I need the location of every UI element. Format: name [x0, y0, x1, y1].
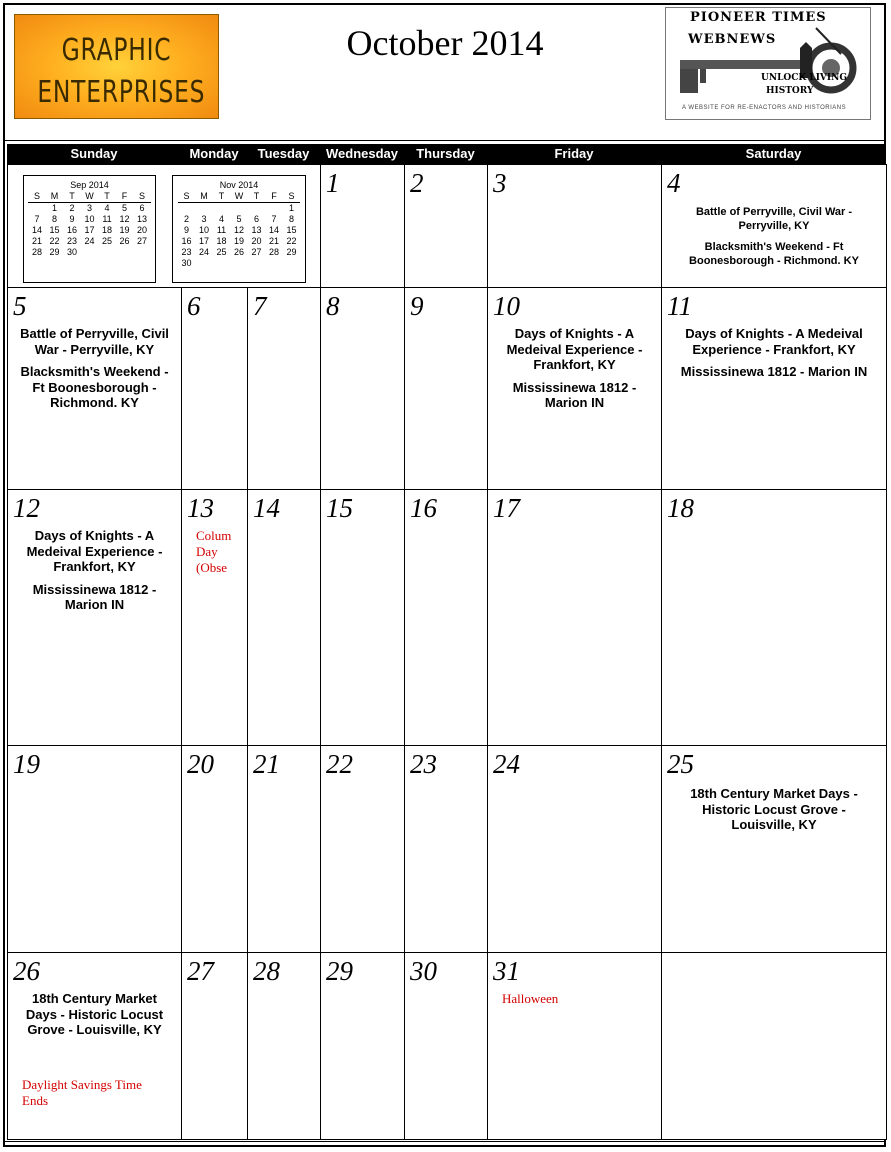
mini-calendar-date [98, 247, 116, 258]
event-list [672, 786, 876, 833]
day-cell-1[interactable] [320, 164, 405, 288]
mini-calendar-date: 3 [86, 203, 92, 213]
event-list [672, 205, 876, 268]
date-number: 1 [326, 168, 340, 198]
date-number: 7 [253, 291, 267, 321]
mini-calendar-date: 22 [49, 236, 60, 246]
mini-calendar-date: 24 [198, 247, 209, 257]
mini-calendar-date: 9 [183, 225, 189, 235]
day-cell-9[interactable] [404, 287, 488, 490]
weekday-header-bar [7, 144, 886, 164]
mini-calendar-date: 11 [102, 214, 112, 224]
day-cell-22[interactable] [320, 745, 405, 953]
holiday-label: Colum Day (Obse [196, 528, 232, 575]
day-cell-18[interactable] [661, 489, 887, 746]
mini-calendar-weekday: T [63, 191, 81, 203]
mini-calendar-date: 29 [286, 247, 297, 257]
mini-calendar-date: 6 [139, 203, 145, 213]
mini-calendar-weekday: F [265, 191, 283, 203]
logo-left-line2: ENTERPRISES [37, 75, 206, 110]
mini-calendar-date [195, 258, 213, 269]
mini-calendar-date: 22 [286, 236, 297, 246]
mini-calendar-weekday: S [28, 191, 46, 203]
mini-calendar-date: 15 [49, 225, 60, 235]
day-cell-14[interactable] [247, 489, 321, 746]
mini-calendar-date: 19 [233, 236, 244, 246]
date-number: 9 [410, 291, 424, 321]
mini-calendar-weekday: W [230, 191, 248, 203]
day-cell-6[interactable] [181, 287, 248, 490]
mini-calendar-weekday: M [46, 191, 64, 203]
mini-calendar-date: 16 [181, 236, 192, 246]
date-number: 16 [410, 493, 437, 523]
holiday-label: Halloween [502, 991, 559, 1006]
mini-calendar-date: 23 [181, 247, 192, 257]
mini-calendar-date: 17 [84, 225, 95, 235]
day-cell-7[interactable] [247, 287, 321, 490]
date-number: 28 [253, 956, 280, 986]
event-item[interactable]: Days of Knights - A Medeival Experience - Frankfort, KY [685, 326, 863, 357]
date-number: 6 [187, 291, 201, 321]
day-cell-10[interactable] [487, 287, 662, 490]
mini-calendar-weekday: T [213, 191, 231, 203]
logo-right-line3: UNLOCK LIVING [761, 73, 848, 83]
event-item[interactable]: Days of Knights - A Medeival Experience - Frankfort, KY [26, 528, 163, 574]
mini-calendar-date: 5 [236, 214, 242, 224]
date-number: 21 [253, 749, 280, 779]
mini-calendar-date: 26 [119, 236, 130, 246]
day-cell-26[interactable] [7, 952, 182, 1140]
weekday-sunday: Sunday [70, 146, 118, 161]
mini-calendar-weekday: T [248, 191, 266, 203]
mini-calendar-date [265, 258, 283, 269]
day-cell-3[interactable] [487, 164, 662, 288]
mini-calendar-date: 4 [218, 214, 224, 224]
mini-calendar-date: 14 [268, 225, 279, 235]
mini-calendar-nov-2014 [172, 175, 306, 283]
weekday-saturday: Saturday [745, 146, 802, 161]
day-cell-19[interactable] [7, 745, 182, 953]
day-cell-29[interactable] [320, 952, 405, 1140]
mini-calendar-date: 20 [251, 236, 262, 246]
mini-calendar-date: 7 [271, 214, 277, 224]
mini-calendar-date: 18 [101, 225, 112, 235]
mini-calendar-date: 1 [51, 203, 57, 213]
mini-calendar-date: 15 [286, 225, 297, 235]
mini-calendar-date [283, 258, 301, 269]
weekday-wednesday: Wednesday [325, 146, 398, 161]
date-number: 27 [187, 956, 214, 986]
weekday-friday: Friday [554, 146, 594, 161]
mini-calendar-date [116, 247, 134, 258]
date-number: 20 [187, 749, 214, 779]
mini-calendar-date: 23 [66, 236, 77, 246]
mini-calendar-date [213, 203, 231, 215]
mini-calendar-date: 7 [34, 214, 40, 224]
event-item[interactable]: 18th Century Market Days - Historic Locust Grove - Louisville, KY [690, 786, 858, 832]
mini-calendar-date: 11 [216, 225, 227, 235]
day-cell-2[interactable] [404, 164, 488, 288]
mini-calendar-area [7, 164, 321, 288]
event-list [18, 326, 171, 411]
event-item[interactable]: Days of Knights - A Medeival Experience - Frankfort, KY [506, 326, 643, 372]
date-number: 22 [326, 749, 353, 779]
event-item[interactable]: Blacksmith's Weekend - Ft Boonesborough - Richmond. KY [20, 364, 169, 410]
weekday-thursday: Thursday [416, 146, 475, 161]
event-list [18, 528, 171, 613]
mini-calendar-weekday: S [178, 191, 196, 203]
day-cell-15[interactable] [320, 489, 405, 746]
mini-calendar-weekday: S [133, 191, 151, 203]
mini-calendar-date: 6 [253, 214, 259, 224]
day-cell-25[interactable] [661, 745, 887, 953]
mini-calendar-date: 18 [216, 236, 227, 246]
date-number: 4 [667, 168, 681, 198]
mini-calendar-date [133, 247, 151, 258]
mini-calendar-weekday: S [283, 191, 301, 203]
date-number: 19 [13, 749, 40, 779]
mini-calendar-date: 28 [268, 247, 279, 257]
date-number: 14 [253, 493, 280, 523]
mini-calendar-date [248, 258, 266, 269]
event-item[interactable]: Mississinewa 1812 - Marion IN [680, 364, 868, 379]
mini-calendar-date [195, 203, 213, 215]
date-number: 13 [187, 493, 214, 523]
day-cell-11[interactable] [661, 287, 887, 490]
mini-calendar-date: 26 [233, 247, 244, 257]
date-number: 25 [667, 749, 694, 779]
day-cell-13[interactable] [181, 489, 248, 746]
date-number: 3 [493, 168, 507, 198]
mini-calendar-date: 12 [233, 225, 244, 235]
mini-calendar-date: 13 [136, 214, 147, 224]
mini-calendar-date: 2 [69, 203, 75, 213]
mini-calendar-date [248, 203, 266, 215]
event-item[interactable]: Battle of Perryville, Civil War - Perryville, KY [695, 206, 853, 232]
logo-left-line1: GRAPHIC [61, 33, 172, 68]
mini-calendar-date: 27 [136, 236, 147, 246]
mini-calendar-sep-2014 [23, 175, 156, 283]
mini-calendar-date: 21 [31, 236, 42, 246]
mini-calendar-date: 30 [66, 247, 77, 257]
mini-calendar-date: 28 [31, 247, 42, 257]
date-number: 29 [326, 956, 353, 986]
mini-calendar-date: 25 [216, 247, 227, 257]
event-list [672, 326, 876, 380]
mini-calendar-date [213, 258, 231, 269]
mini-calendar-date: 30 [181, 258, 192, 268]
date-number: 11 [667, 291, 692, 321]
mini-calendar-date: 14 [31, 225, 42, 235]
mini-calendar-date: 24 [84, 236, 95, 246]
date-number: 10 [493, 291, 520, 321]
mini-calendar-date: 25 [101, 236, 112, 246]
day-cell-24[interactable] [487, 745, 662, 953]
mini-calendar-date [28, 203, 46, 215]
date-number: 31 [493, 956, 520, 986]
mini-calendar-date [230, 258, 248, 269]
mini-calendar-date [178, 203, 196, 215]
empty-cell [661, 952, 887, 1140]
mini-calendar-date: 16 [66, 225, 77, 235]
day-cell-23[interactable] [404, 745, 488, 953]
mini-calendar-date: 19 [119, 225, 130, 235]
weekday-tuesday: Tuesday [257, 146, 310, 161]
mini-calendar-title: Nov 2014 [219, 180, 259, 190]
day-cell-16[interactable] [404, 489, 488, 746]
day-cell-5[interactable] [7, 287, 182, 490]
logo-right-line2: WEBNEWS [688, 32, 777, 47]
event-item[interactable]: Mississinewa 1812 - Marion IN [512, 379, 637, 410]
mini-calendar-date: 17 [198, 236, 209, 246]
mini-calendar-date: 4 [104, 203, 110, 213]
day-cell-20[interactable] [181, 745, 248, 953]
logo-right-line4: HISTORY [766, 86, 814, 96]
day-cell-30[interactable] [404, 952, 488, 1140]
mini-calendar-date: 10 [84, 214, 95, 224]
mini-calendar-date: 13 [251, 225, 262, 235]
date-number: 24 [493, 749, 520, 779]
date-number: 18 [667, 493, 694, 523]
mini-calendar-weekday: W [81, 191, 99, 203]
day-cell-8[interactable] [320, 287, 405, 490]
date-number: 5 [13, 291, 27, 321]
mini-calendar-date: 10 [198, 225, 209, 235]
page-title: October 2014 [346, 23, 544, 63]
day-cell-31[interactable] [487, 952, 662, 1140]
mini-calendar-weekday: M [195, 191, 213, 203]
mini-calendar-date [81, 247, 99, 258]
mini-calendar-date: 27 [251, 247, 262, 257]
mini-calendar-date [230, 203, 248, 215]
weekday-monday: Monday [189, 146, 239, 161]
mini-calendar-weekday: T [98, 191, 116, 203]
date-number: 17 [493, 493, 520, 523]
mini-calendar-date: 2 [183, 214, 189, 224]
date-number: 2 [410, 168, 424, 198]
mini-calendar-title: Sep 2014 [70, 180, 109, 190]
day-cell-28[interactable] [247, 952, 321, 1140]
event-list [498, 326, 651, 411]
event-item[interactable]: 18th Century Market Days - Historic Locust Grove - Louisville, KY [25, 991, 164, 1037]
day-cell-17[interactable] [487, 489, 662, 746]
date-number: 23 [410, 749, 437, 779]
mini-calendar-date: 12 [119, 214, 130, 224]
logo-right-line1: PIONEER TIMES [690, 10, 827, 25]
date-number: 30 [410, 956, 437, 986]
logo-right-tagline: A WEBSITE FOR RE-ENACTORS AND HISTORIANS [682, 105, 847, 111]
mini-calendar-date: 5 [121, 203, 127, 213]
event-item[interactable]: Blacksmith's Weekend - Ft Boonesborough - Richmond. KY [689, 241, 859, 267]
day-cell-12[interactable] [7, 489, 182, 746]
date-number: 8 [326, 291, 340, 321]
day-cell-27[interactable] [181, 952, 248, 1140]
graphic-enterprises-logo [14, 14, 219, 119]
day-cell-21[interactable] [247, 745, 321, 953]
mini-calendar-date: 21 [268, 236, 279, 246]
mini-calendar-date: 9 [69, 214, 75, 224]
day-cell-4[interactable] [661, 164, 887, 288]
mini-calendar-date: 29 [49, 247, 60, 257]
mini-calendar-date: 1 [288, 203, 294, 213]
holiday-label: Daylight Savings Time Ends [22, 1077, 142, 1108]
date-number: 15 [326, 493, 353, 523]
mini-calendar-date: 20 [136, 225, 147, 235]
date-number: 12 [13, 493, 40, 523]
event-item[interactable]: Mississinewa 1812 - Marion IN [32, 581, 157, 612]
pioneer-times-logo [665, 7, 871, 120]
event-item[interactable]: Battle of Perryville, Civil War - Perryville, KY [20, 326, 169, 357]
header-divider [3, 140, 886, 141]
footer-divider [3, 1141, 886, 1142]
mini-calendar-date: 3 [201, 214, 207, 224]
date-number: 26 [13, 956, 40, 986]
mini-calendar-date: 8 [51, 214, 57, 224]
mini-calendar-date [265, 203, 283, 215]
event-list [18, 991, 171, 1038]
mini-calendar-weekday: F [116, 191, 134, 203]
mini-calendar-date: 8 [288, 214, 294, 224]
